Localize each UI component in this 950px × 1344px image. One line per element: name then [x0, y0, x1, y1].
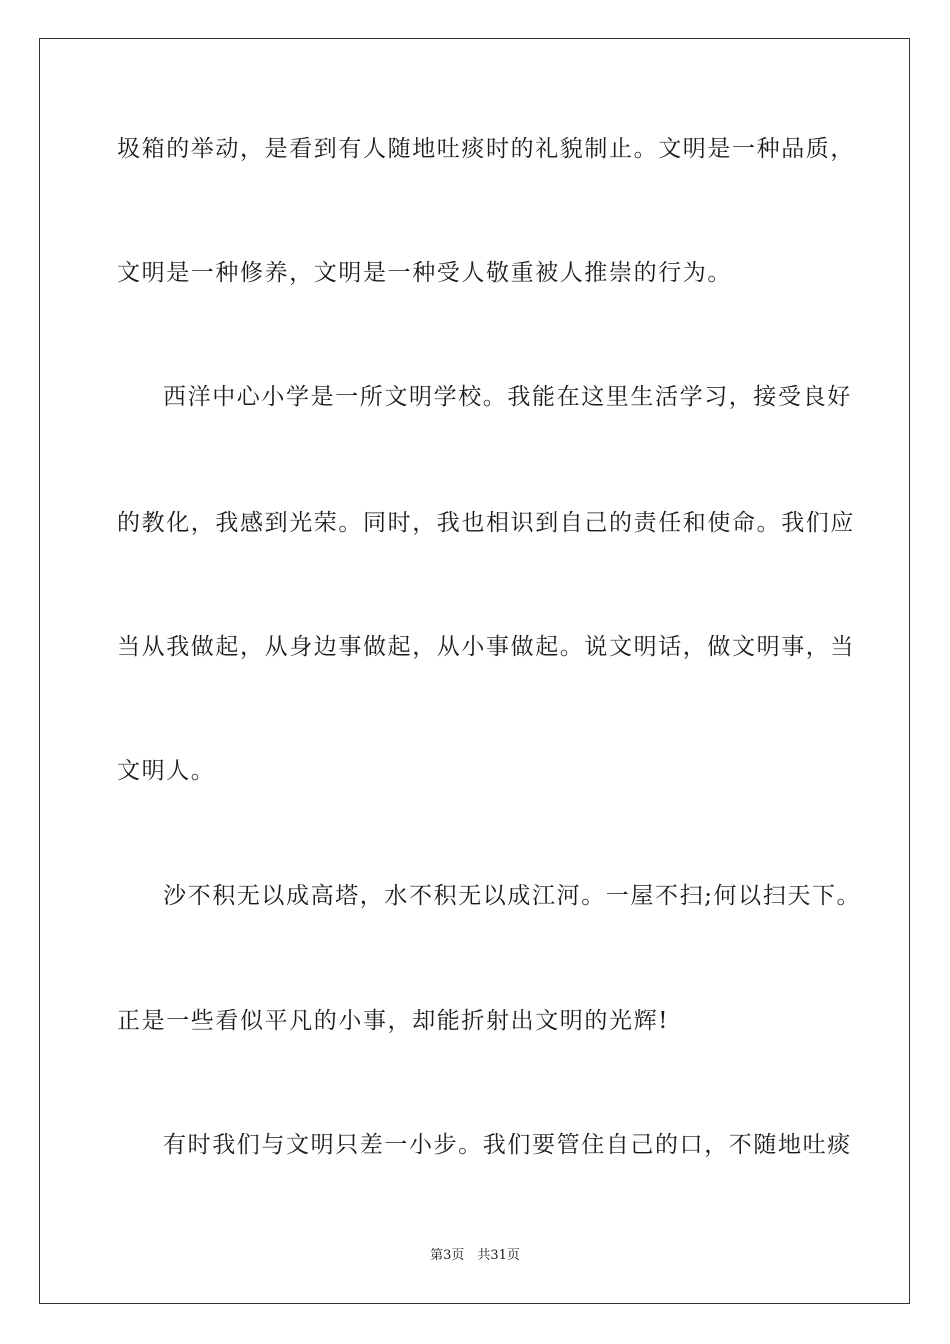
body-text-line: 文明人。 — [117, 758, 216, 784]
body-text-line: 正是一些看似平凡的小事，却能折射出文明的光辉! — [117, 1008, 670, 1034]
page-number-footer: 第3页 共31页 — [430, 1248, 520, 1263]
page-border — [39, 38, 910, 1304]
paragraph-start-line: 西洋中心小学是一所文明学校。我能在这里生活学习，接受良好 — [163, 384, 852, 410]
body-text-line: 的教化，我感到光荣。同时，我也相识到自己的责任和使命。我们应 — [117, 510, 855, 536]
body-text-line: 当从我做起，从身边事做起，从小事做起。说文明话，做文明事，当 — [117, 634, 855, 660]
body-text-line: 文明是一种修养，文明是一种受人敬重被人推崇的行为。 — [117, 260, 732, 286]
body-text-line: 圾箱的举动，是看到有人随地吐痰时的礼貌制止。文明是一种品质， — [117, 136, 855, 162]
paragraph-start-line: 有时我们与文明只差一小步。我们要管住自己的口，不随地吐痰 — [163, 1132, 852, 1158]
paragraph-start-line: 沙不积无以成高塔，水不积无以成江河。一屋不扫;何以扫天下。 — [163, 883, 862, 909]
